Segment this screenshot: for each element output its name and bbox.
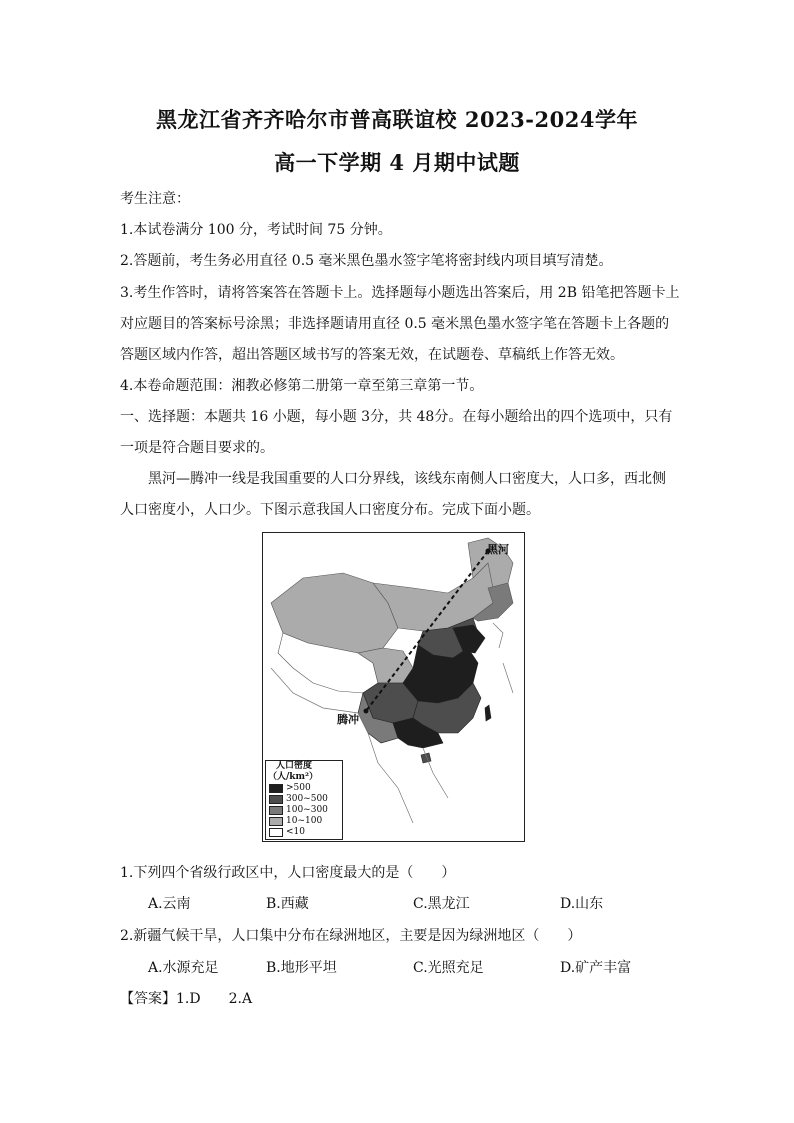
q2-option-c[interactable]: C.光照充足 [413,960,484,976]
q1-option-a[interactable]: A.云南 [148,896,191,912]
legend-unit: （人/km²） [268,772,318,782]
answer-line [120,988,252,1008]
notice-item-3: 3.考生作答时，请将答案答在答题卡上。选择题每小题选出答案后，用 2B 铅笔把答题卡上 [120,285,680,301]
answer-label: 【答案】 [120,991,176,1007]
legend-label: 300~500 [286,794,328,804]
legend-swatch [269,806,283,815]
q1-option-d[interactable]: D.山东 [560,896,604,912]
legend-label: 100~300 [286,805,328,815]
question-1-stem: 1.下列四个省级行政区中，人口密度最大的是（ ） [120,865,456,881]
notice-heading: 考生注意： [120,191,190,207]
legend-swatch [269,795,283,804]
legend-swatch [269,817,283,826]
doc-title-line2: 高一下学期 4 月期中试题 [274,150,520,175]
legend-swatch [269,784,283,793]
passage-line-1: 黑河—腾冲一线是我国重要的人口分界线，该线东南侧人口密度大，人口多，西北侧 [148,471,666,487]
answer-text: 1.D 2.A [176,991,253,1007]
legend-row [269,805,342,816]
notice-item-1: 1.本试卷满分 100 分，考试时间 75 分钟。 [120,222,392,238]
q1-option-c[interactable]: C.黑龙江 [413,896,470,912]
legend-swatch [269,828,283,837]
legend-label: >500 [286,783,311,793]
legend-title: 人口密度 [276,761,313,771]
population-density-map [262,532,525,842]
section-heading-cont: 一项是符合题目要求的。 [120,440,274,456]
notice-item-3-cont2: 答题区域内作答，超出答题区域书写的答案无效，在试题卷、草稿纸上作答无效。 [120,347,624,363]
legend-row [269,783,342,794]
q1-option-b[interactable]: B.西藏 [266,896,309,912]
legend-row [269,827,342,838]
doc-title-line1: 黑龙江省齐齐哈尔市普高联谊校 2023-2024学年 [156,107,638,132]
notice-item-3-cont: 对应题目的答案标号涂黑；非选择题请用直径 0.5 毫米黑色墨水签字笔在答题卡上各题的 [120,316,670,332]
region-taiwan [485,705,491,721]
q2-option-b[interactable]: B.地形平坦 [266,960,337,976]
notice-item-2: 2.答题前，考生务必用直径 0.5 毫米黑色墨水签字笔将密封线内项目填写清楚。 [120,253,613,269]
legend-row [269,816,342,827]
question-2-stem: 2.新疆气候干旱，人口集中分布在绿洲地区，主要是因为绿洲地区（ ） [120,928,582,944]
region-hainan [421,753,431,763]
passage-line-2: 人口密度小，人口少。下图示意我国人口密度分布。完成下面小题。 [120,502,540,518]
map-legend [265,760,343,840]
label-tengchong: 腾冲 [337,713,359,726]
label-heihe: 黑河 [487,543,509,556]
legend-label: 10~100 [286,816,323,826]
legend-label: <10 [286,827,305,837]
q2-option-a[interactable]: A.水源充足 [148,960,219,976]
legend-row [269,794,342,805]
tengchong-point [364,709,369,714]
q2-option-d[interactable]: D.矿产丰富 [560,960,632,976]
section-heading: 一、选择题：本题共 16 小题，每小题 3分，共 48分。在每小题给出的四个选项中，只有 [120,409,673,425]
notice-item-4: 4.本卷命题范围：湘教必修第二册第一章至第三章第一节。 [120,378,484,394]
